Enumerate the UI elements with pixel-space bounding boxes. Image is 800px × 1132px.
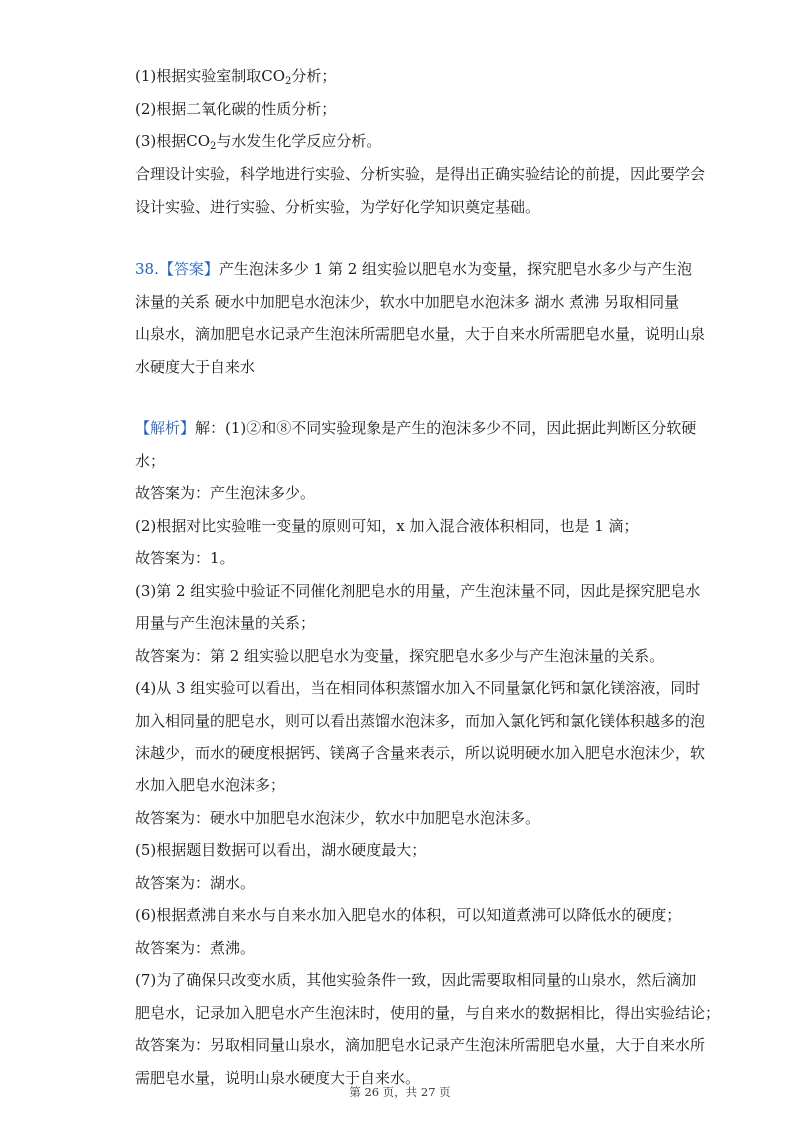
analysis-line: 故答案为：第 2 组实验以肥皂水为变量，探究肥皂水多少与产生泡沫量的关系。 [135,647,665,665]
answer-line-2: 沫量的关系 硬水中加肥皂水泡沫少，软水中加肥皂水泡沫多 湖水 煮沸 另取相同量 [135,293,680,311]
analysis-tag: 【解析】 [135,419,196,437]
analysis-line-1: 【解析】解：(1)②和⑧不同实验现象是产生的泡沫多少不同，因此据此判断区分软硬 [135,419,697,437]
analysis-line: 肥皂水，记录加入肥皂水产生泡沫时，使用的量，与自来水的数据相比，得出实验结论； [135,1004,721,1022]
analysis-line: 加入相同量的肥皂水，则可以看出蒸馏水泡沫多，而加入氯化钙和氯化镁体积越多的泡 [135,712,706,730]
analysis-line: 用量与产生泡沫量的关系； [135,614,316,632]
analysis-line: 沫越少，而水的硬度根据钙、镁离子含量来表示，所以说明硬水加入肥皂水泡沫少，软 [135,744,706,762]
analysis-line: (4)从 3 组实验可以看出，当在相同体积蒸馏水加入不同量氯化钙和氯化镁溶液，同时 [135,679,701,697]
analysis-line: 水加入肥皂水泡沫多； [135,776,286,794]
analysis-line: 故答案为：产生泡沫多少。 [135,484,316,502]
analysis-line: 故答案为：硬水中加肥皂水泡沫少，软水中加肥皂水泡沫多。 [135,809,541,827]
page-footer: 第 26 页，共 27 页 [349,1085,451,1099]
answer-line-1: 38.【答案】产生泡沫多少 1 第 2 组实验以肥皂水为变量，探究肥皂水多少与产生泡 [135,260,693,278]
analysis-line: (3)第 2 组实验中验证不同催化剂肥皂水的用量，产生泡沫量不同，因此是探究肥皂水 [135,582,701,600]
intro-line-2: (2)根据二氧化碳的性质分析； [135,100,337,118]
analysis-line: 水； [135,452,166,470]
answer-tag: 【答案】 [158,260,219,278]
question-number: 38. [135,260,159,278]
answer-line-4: 水硬度大于自来水 [135,358,256,376]
analysis-line: (6)根据煮沸自来水与自来水加入肥皂水的体积，可以知道煮沸可以降低水的硬度； [135,906,682,924]
analysis-line: (2)根据对比实验唯一变量的原则可知，x 加入混合液体积相同，也是 1 滴； [135,517,639,535]
intro-line-1: (1)根据实验室制取$CO_2$分析； [135,67,337,87]
analysis-line: (5)根据题目数据可以看出，湖水硬度最大； [135,841,427,859]
analysis-line: 故答案为：另取相同量山泉水，滴加肥皂水记录产生泡沫所需肥皂水量，大于自来水所 [135,1036,706,1054]
analysis-line: 故答案为：湖水。 [135,874,256,892]
analysis-line: 故答案为：1。 [135,549,235,567]
intro-line-4: 合理设计实验，科学地进行实验、分析实验，是得出正确实验结论的前提，因此要学会 [135,165,706,183]
analysis-line: (7)为了确保只改变水质，其他实验条件一致，因此需要取相同量的山泉水，然后滴加 [135,971,697,989]
intro-line-3: (3)根据$CO_2$与水发生化学反应分析。 [135,132,382,152]
intro-line-5: 设计实验、进行实验、分析实验，为学好化学知识奠定基础。 [135,198,541,216]
analysis-line: 需肥皂水量，说明山泉水硬度大于自来水。 [135,1069,421,1087]
answer-line-3: 山泉水，滴加肥皂水记录产生泡沫所需肥皂水量，大于自来水所需肥皂水量，说明山泉 [135,325,706,343]
analysis-line: 故答案为：煮沸。 [135,939,256,957]
